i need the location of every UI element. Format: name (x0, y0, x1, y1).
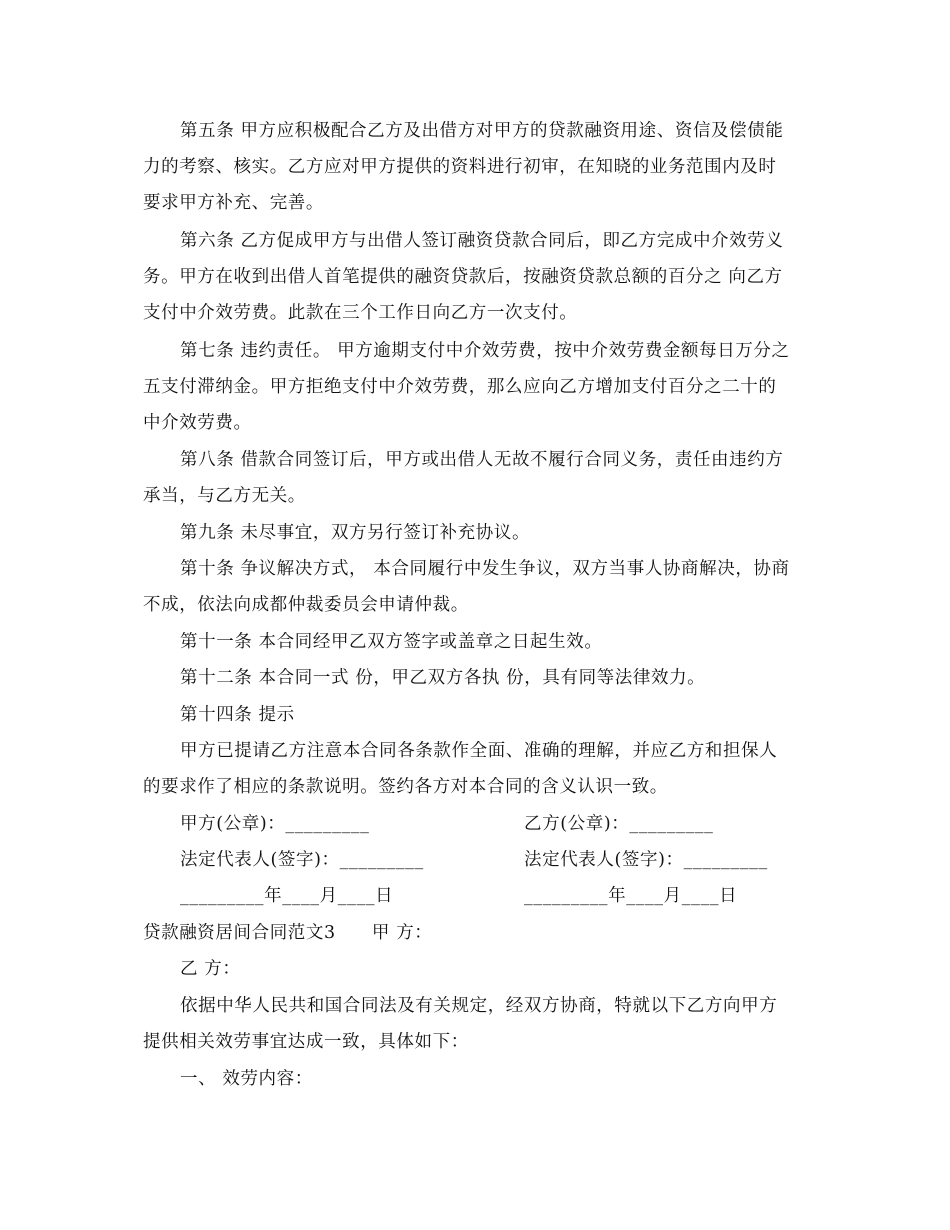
article-6-line-2: 务。甲方在收到出借人首笔提供的融资贷款后，按融资贷款总额的百分之 向乙方 (143, 267, 783, 287)
next-contract-intro-line-2: 提供相关效劳事宜达成一致，具体如下： (143, 1032, 469, 1052)
party-a-seal-field: 甲方(公章)：_________ (180, 814, 370, 834)
notice-line-2: 的要求作了相应的条款说明。签约各方对本合同的含义认识一致。 (143, 777, 668, 797)
article-8-line-1: 第八条 借款合同签订后，甲方或出借人无故不履行合同义务，责任由违约方 (180, 450, 784, 470)
article-14-heading: 第十四条 提示 (180, 705, 295, 725)
article-10-line-2: 不成，依法向成都仲裁委员会申请仲裁。 (143, 595, 469, 615)
article-10-line-1: 第十条 争议解决方式， 本合同履行中发生争议，双方当事人协商解决，协商 (180, 559, 790, 579)
section-1-heading: 一、 效劳内容： (180, 1069, 313, 1089)
article-11-line-1: 第十一条 本合同经甲乙双方签字或盖章之日起生效。 (180, 632, 603, 652)
party-b-seal-field: 乙方(公章)：_________ (524, 814, 714, 834)
party-b-representative-field: 法定代表人(签字)：_________ (524, 850, 768, 870)
next-contract-party-b: 乙 方： (180, 959, 241, 979)
article-12-line-1: 第十二条 本合同一式 份，甲乙双方各执 份，具有同等法律效力。 (180, 668, 706, 688)
next-contract-intro-line-1: 依据中华人民共和国合同法及有关规定，经双方协商，特就以下乙方向甲方 (180, 996, 778, 1016)
article-7-line-3: 中介效劳费。 (143, 413, 252, 433)
next-contract-title: 贷款融资居间合同范文3 甲 方： (143, 923, 433, 943)
article-9-line-1: 第九条 未尽事宜，双方另行签订补充协议。 (180, 523, 531, 543)
article-8-line-2: 承当，与乙方无关。 (143, 486, 306, 506)
party-a-date-field: _________年____月____日 (180, 886, 394, 906)
party-b-date-field: _________年____月____日 (524, 886, 738, 906)
party-a-representative-field: 法定代表人(签字)：_________ (180, 850, 424, 870)
article-5-line-1: 第五条 甲方应积极配合乙方及出借方对甲方的贷款融资用途、资信及偿债能 (180, 121, 784, 141)
article-6-line-1: 第六条 乙方促成甲方与出借人签订融资贷款合同后，即乙方完成中介效劳义 (180, 231, 784, 251)
notice-line-1: 甲方已提请乙方注意本合同各条款作全面、准确的理解，并应乙方和担保人 (180, 741, 778, 761)
article-5-line-2: 力的考察、核实。乙方应对甲方提供的资料进行初审，在知晓的业务范围内及时 (143, 157, 777, 177)
article-5-line-3: 要求甲方补充、完善。 (143, 193, 324, 213)
article-7-line-1: 第七条 违约责任。 甲方逾期支付中介效劳费，按中介效劳费金额每日万分之 (180, 341, 790, 361)
article-6-line-3: 支付中介效劳费。此款在三个工作日向乙方一次支付。 (143, 303, 578, 323)
article-7-line-2: 五支付滞纳金。甲方拒绝支付中介效劳费，那么应向乙方增加支付百分之二十的 (143, 377, 777, 397)
